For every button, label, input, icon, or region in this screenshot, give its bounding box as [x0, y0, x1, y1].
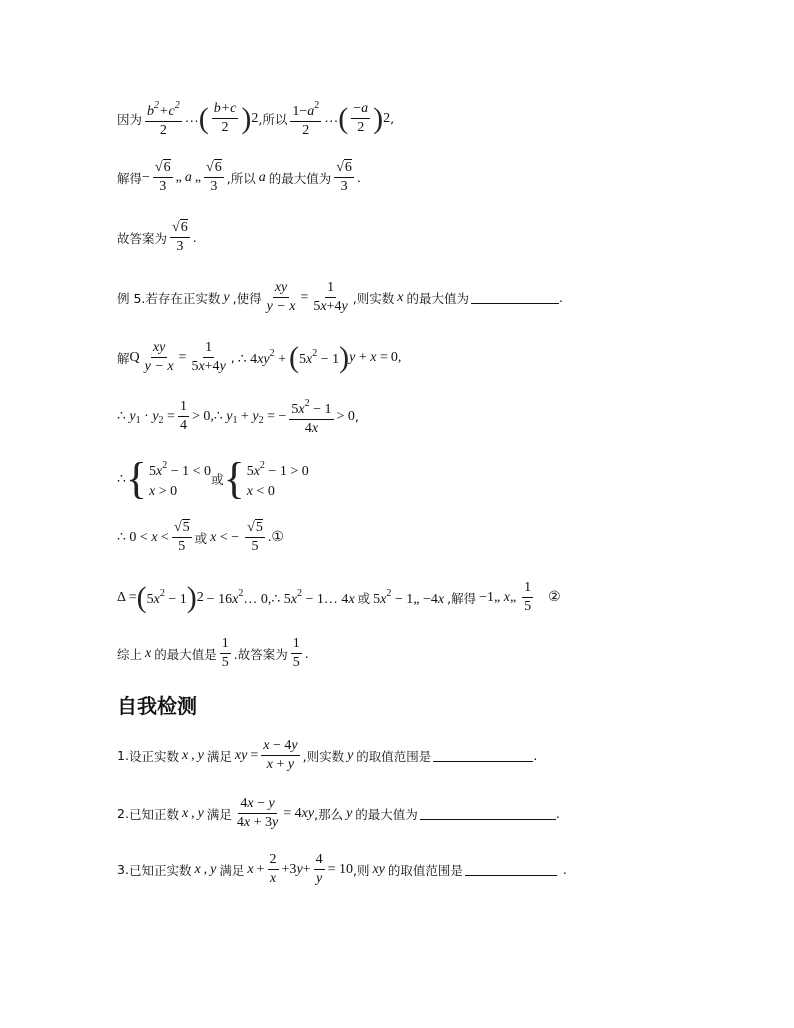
fraction: $\frac{√6}{3}$	[206, 160, 222, 194]
exercise-2: 2. 已知正数 x , y 满足 $\frac{4x - y}{4x + 3y}$ = 4xy ,那么 y 的最大值为 .	[117, 796, 560, 830]
solution-line-1: 解 Q $\frac{xy}{y - x}$ = $\frac{1}{5x+4y}$ , ∴ $4xy^2$ + ( $5x^2 - 1$ ) y + x = 0,	[117, 340, 402, 374]
fraction: $\frac{5x^2 - 1}{4x}$	[291, 398, 332, 436]
reasoning-line-2: 解得 − $\frac{√6}{3}$ „ a „ $\frac{√6}{3}$ ,所以 a 的最大值为 $\frac{√6}{3}$ .	[117, 160, 361, 194]
fraction: $\frac{2}{x}$	[269, 852, 277, 886]
exercise-1: 1. 设正实数 x , y 满足 xy = $\frac{x - 4y}{x + y}$ ,则实数 y 的取值范围是 .	[117, 738, 538, 772]
fraction: $\frac{xy}{y - x}$	[266, 280, 296, 314]
fraction: $\frac{xy}{y - x}$	[144, 340, 174, 374]
inequality-system: $5x^2 - 1 > 0$ x < 0	[246, 460, 309, 499]
fraction: $\frac{-a}{2}$	[353, 101, 369, 135]
answer-blank[interactable]	[471, 291, 559, 304]
example-5: 例 5. 若存在正实数 y ,使得 $\frac{xy}{y - x}$ = $\frac{1}{5x+4y}$ ,则实数 x 的最大值为 .	[117, 280, 563, 314]
fraction: $\frac{4x - y}{4x + 3y}$	[236, 796, 279, 830]
fraction: $\frac{√6}{3}$	[172, 220, 188, 254]
fraction: $\frac{1}{5}$	[292, 636, 300, 670]
exercise-3: 3. 已知正实数 x , y 满足 x + $\frac{2}{x}$ +3y+ $\frac{4}{y}$ = 10 ,则 xy 的取值范围是 .	[117, 852, 567, 886]
answer-line: 故答案为 $\frac{√6}{3}$ .	[117, 220, 197, 254]
inequality-system: $5x^2 - 1 < 0$ x > 0	[149, 460, 212, 499]
fraction: $\frac{√6}{3}$	[154, 160, 171, 194]
fraction: $\frac{b+c}{2}$	[213, 101, 237, 135]
answer-blank[interactable]	[465, 863, 557, 876]
solution-line-3: ∴ { $5x^2 - 1 < 0$ x > 0 或 { $5x^2 - 1 > 0$ x < 0	[117, 454, 309, 503]
summary-line: 综上 x 的最大值是 $\frac{1}{5}$ .故答案为 $\frac{1}{5}$ .	[117, 636, 309, 670]
reasoning-line-1: 因为 $\frac{b^2+c^2}{2}$ … ( $\frac{b+c}{2}$ ) 2 ,所以 $\frac{1-a^2}{2}$ … ( $\frac{-a}{2}$ ) 2 ,	[117, 100, 395, 138]
fraction: $\frac{1}{4}$	[179, 399, 187, 433]
answer-blank[interactable]	[420, 807, 556, 820]
fraction: $\frac{1}{5}$	[221, 636, 229, 670]
fraction: $\frac{b^2+c^2}{2}$	[147, 100, 180, 138]
fraction: $\frac{1-a^2}{2}$	[292, 100, 320, 138]
fraction: $\frac{x - 4y}{x + y}$	[263, 738, 298, 772]
section-title: 自我检测	[117, 694, 197, 718]
fraction: $\frac{4}{y}$	[315, 852, 323, 886]
fraction: $\frac{1}{5x+4y}$	[313, 280, 348, 314]
solution-line-2: ∴ $y_1 \cdot y_2$ = $\frac{1}{4}$ > 0,∴ $y_1 + y_2$ = − $\frac{5x^2 - 1}{4x}$ > 0 ,	[117, 398, 359, 436]
fraction: $\frac{√6}{3}$	[336, 160, 352, 194]
fraction: $\frac{√5}{5}$	[173, 520, 190, 554]
solution-line-4: ∴ 0 < x < $\frac{√5}{5}$ 或 x < − $\frac{√5}{5}$ . ①	[117, 520, 284, 554]
fraction: $\frac{1}{5x+4y}$	[191, 340, 226, 374]
fraction: $\frac{√5}{5}$	[247, 520, 263, 554]
answer-blank[interactable]	[433, 749, 533, 762]
fraction: $\frac{1}{5}$	[524, 580, 532, 614]
solution-line-5: Δ = ( $5x^2 - 1$ ) 2 − $16x^2\dots$ 0,∴ $5x^2$ − 1… 4x 或 $5x^2$ − 1„ −4x ,解得 −1„ x„ $\frac{1}{5}$ ②	[117, 580, 561, 614]
